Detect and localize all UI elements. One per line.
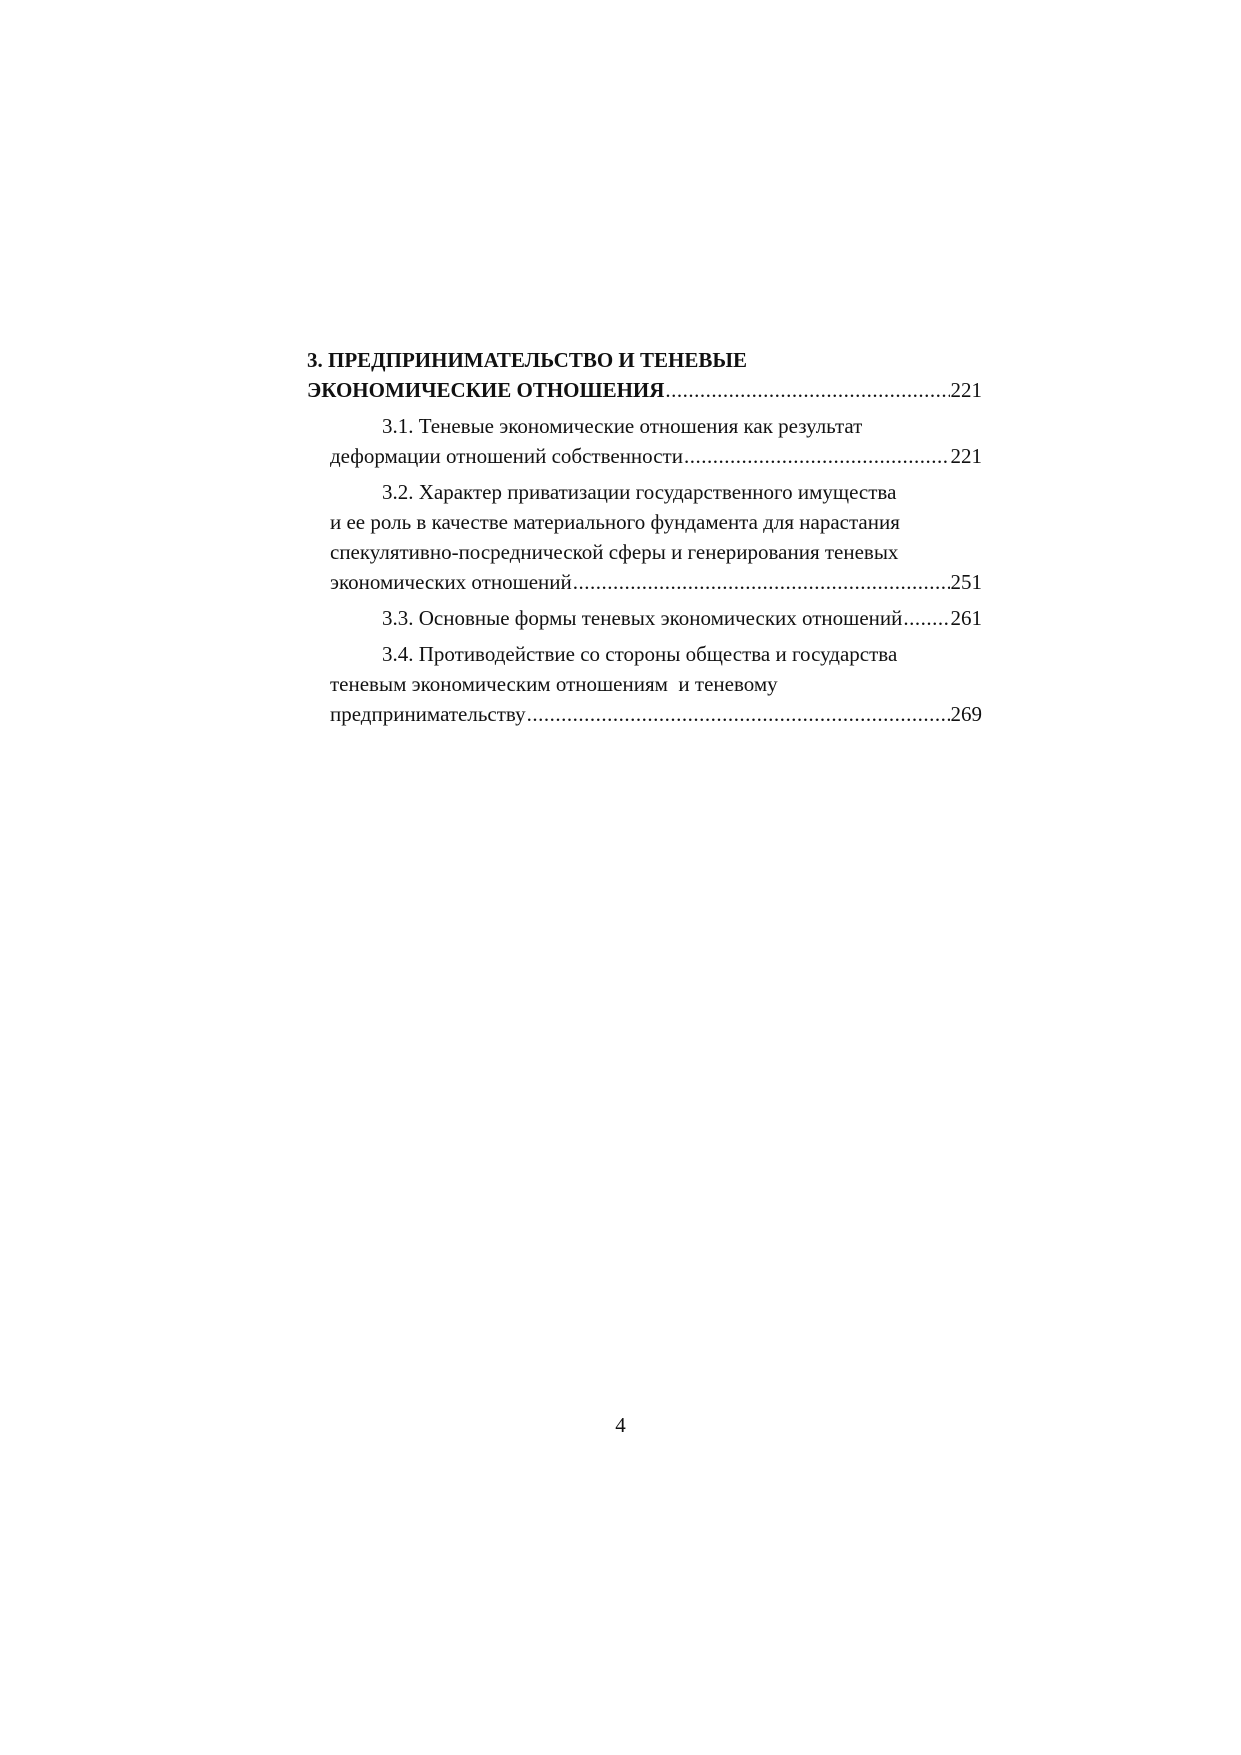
toc-dot-leader: [573, 567, 950, 597]
toc-section-line: 3.3. Основные формы теневых экономических отношений: [382, 606, 903, 630]
toc-section-line: 3.2. Характер приватизации государственного имущества: [382, 480, 897, 504]
toc-section-line: экономических отношений: [330, 570, 572, 594]
toc-leader-line: [330, 603, 982, 633]
toc-leader-line: [307, 375, 982, 405]
toc-page-number: 221: [950, 444, 982, 468]
toc-chapter-title-line: 3. ПРЕДПРИНИМАТЕЛЬСТВО И ТЕНЕВЫЕ: [307, 348, 748, 372]
toc-section-entry[interactable]: [307, 603, 982, 633]
toc-leader-line: [330, 567, 982, 597]
toc-dot-leader: [665, 375, 949, 405]
toc-section-entry[interactable]: [307, 477, 982, 597]
toc-dot-leader: [684, 441, 950, 471]
toc-page-number: 261: [950, 606, 982, 630]
toc-section-line: предпринимательству: [330, 702, 526, 726]
toc-chapter-entry[interactable]: [307, 345, 982, 405]
toc-section-line: теневым экономическим отношениям и теневому: [330, 672, 778, 696]
toc-page-number: 221: [950, 378, 982, 402]
table-of-contents: [307, 345, 982, 735]
page-number: 4: [615, 1413, 626, 1437]
toc-section-line: 3.1. Теневые экономические отношения как результат: [382, 414, 863, 438]
toc-page-number: 269: [950, 702, 982, 726]
toc-section-entry[interactable]: [307, 639, 982, 729]
toc-section-line: 3.4. Противодействие со стороны общества и государства: [382, 642, 898, 666]
toc-leader-line: [330, 441, 982, 471]
toc-section-entry[interactable]: [307, 411, 982, 471]
toc-page-number: 251: [950, 570, 982, 594]
toc-section-line: спекулятивно-посреднической сферы и генерирования теневых: [330, 540, 899, 564]
toc-leader-line: [330, 699, 982, 729]
toc-dot-leader: [527, 699, 950, 729]
toc-section-line: и ее роль в качестве материального фундамента для нарастания: [330, 510, 900, 534]
toc-section-line: деформации отношений собственности: [330, 444, 683, 468]
toc-chapter-title-line: ЭКОНОМИЧЕСКИЕ ОТНОШЕНИЯ: [307, 378, 665, 402]
toc-dot-leader: [903, 603, 949, 633]
